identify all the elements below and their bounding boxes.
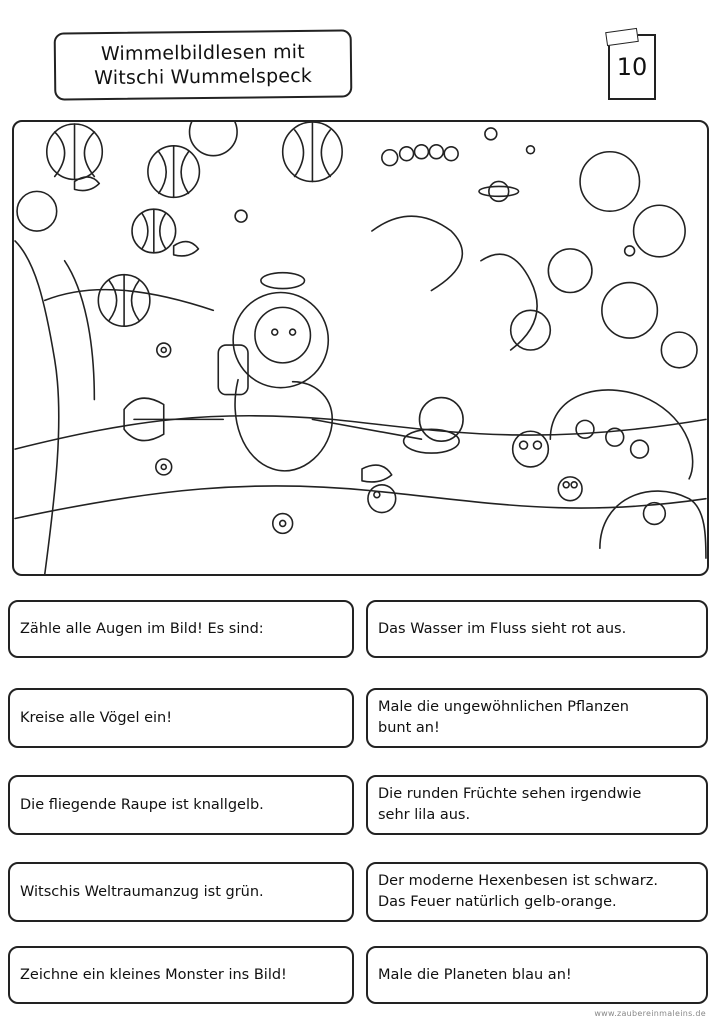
task-text: Zeichne ein kleines Monster ins Bild! [20, 966, 287, 983]
title-line-2: Witschi Wummelspeck [94, 64, 313, 90]
task-box-circle-birds [8, 688, 354, 748]
task-text: sehr lila aus. [378, 807, 471, 823]
task-box-broom [366, 862, 708, 922]
task-box-count-eyes [8, 600, 354, 658]
task-text: Das Feuer natürlich gelb-orange. [378, 894, 617, 910]
footer-url[interactable]: www.zaubereinmaleins.de [594, 1009, 706, 1018]
task-box-river-color [366, 600, 708, 658]
task-text: Das Wasser im Fluss sieht rot aus. [378, 620, 627, 637]
task-box-space-suit [8, 862, 354, 922]
planets [235, 128, 634, 256]
flying-caterpillar [382, 145, 458, 166]
title-line-1: Wimmelbildlesen mit [100, 40, 305, 66]
page-number: 10 [616, 53, 648, 81]
witch-broom [124, 398, 223, 440]
task-box-draw-monster [8, 946, 354, 1004]
task-box-color-plants [366, 688, 708, 748]
task-box-round-fruits [366, 775, 708, 835]
jungle-plants [372, 152, 697, 368]
task-text: Die fliegende Raupe ist knallgelb. [20, 796, 264, 813]
task-text: Male die Planeten blau an! [378, 966, 572, 983]
melon-fruits [17, 122, 342, 326]
worksheet-title [54, 29, 353, 100]
task-text: Male die ungewöhnlichen Pflanzen [378, 699, 629, 715]
wimmelbild-illustration [12, 120, 709, 576]
task-text: Kreise alle Vögel ein! [20, 709, 173, 726]
task-text: Zähle alle Augen im Bild! Es sind: [20, 620, 264, 637]
page-number-box [608, 34, 656, 100]
coloring-scene-drawing [14, 122, 707, 574]
paper-flag-icon [605, 28, 639, 46]
round-houses [419, 390, 705, 558]
task-text: Die runden Früchte sehen irgendwie [378, 786, 642, 802]
witschi-astronaut [218, 273, 459, 471]
task-box-caterpillar [8, 775, 354, 835]
task-box-planets [366, 946, 708, 1004]
task-text: Der moderne Hexenbesen ist schwarz. [378, 873, 658, 889]
birds [75, 177, 392, 482]
task-text: Witschis Weltraumanzug ist grün. [20, 883, 264, 900]
task-text: bunt an! [378, 720, 440, 736]
